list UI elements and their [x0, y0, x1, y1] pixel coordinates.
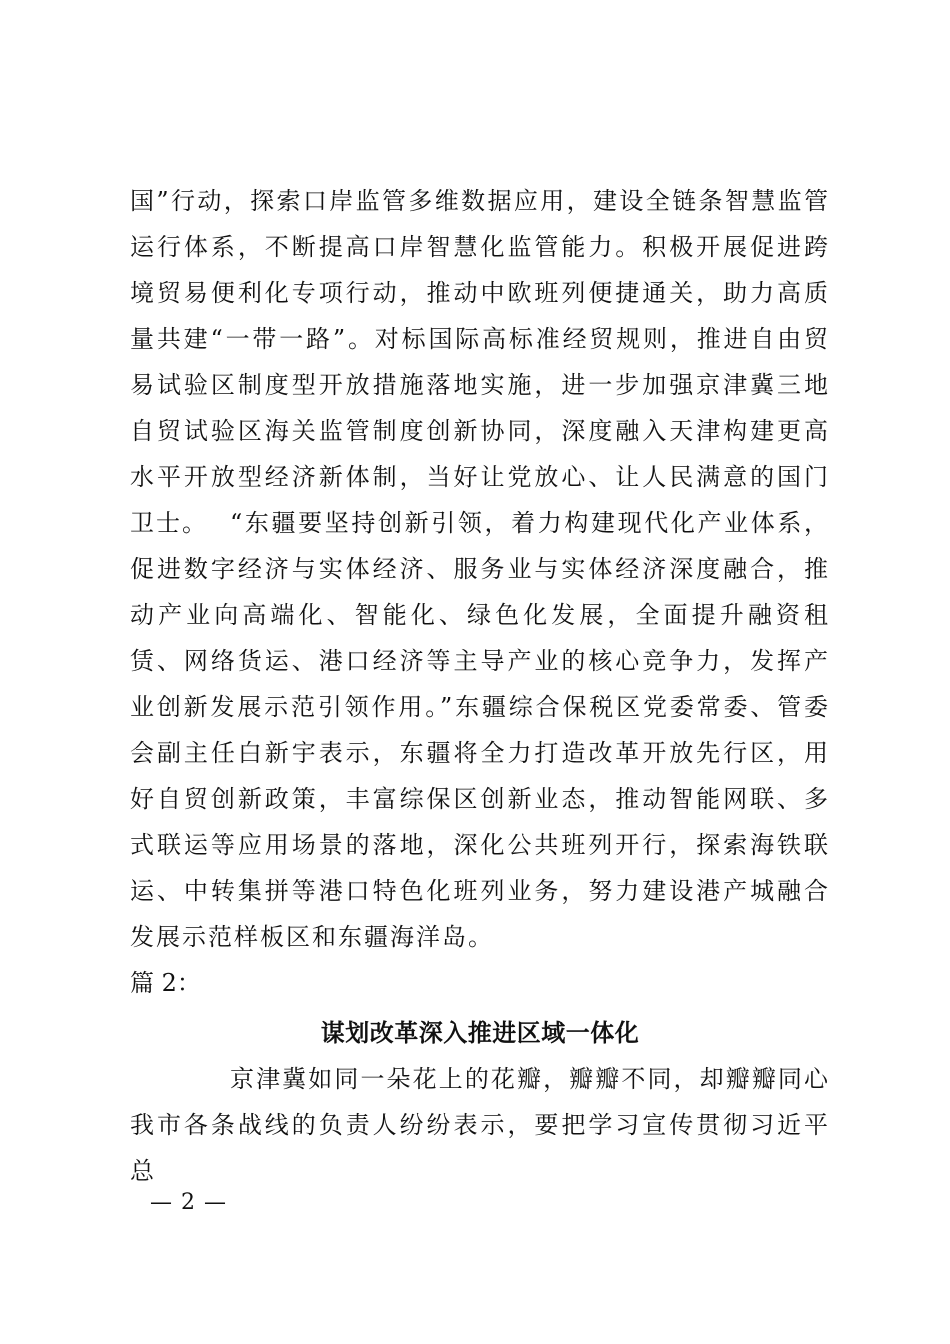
section-label: 篇 2： [130, 969, 201, 997]
page-number: — 2 — [150, 1190, 227, 1215]
section-title: 谋划改革深入推进区域一体化 [320, 1018, 640, 1047]
section-paragraph: 京津冀如同一朵花上的花瓣，瓣瓣不同，却瓣瓣同心我市各条战线的负责人纷纷表示，要把学习宣传贯彻习近平总 [130, 1065, 830, 1185]
body-paragraph-2: “东疆要坚持创新引领，着力构建现代化产业体系，促进数字经济与实体经济、服务业与实体经济深度融合，推动产业向高端化、智能化、绿色化发展，全面提升融资租赁、网络货运、港口经济等主导产业的核心竞争力，发挥产业创新发展示范引领作用。”东疆综合保税区党委常委、管委会副主任白新宇表示，东疆将全力打造改革开放先行区，用好自贸创新政策，丰富综保区创新业态，推动智能网联、多式联运等应用场景的落地，深化公共班列开行，探索海铁联运、中转集拼等港口特色化班列业务，努力建设港产城融合发展示范样板区和东疆海洋岛。 [130, 509, 830, 951]
body-paragraph-1: 国”行动，探索口岸监管多维数据应用，建设全链条智慧监管运行体系，不断提高口岸智慧化监管能力。积极开展促进跨境贸易便利化专项行动，推动中欧班列便捷通关，助力高质量共建“一带一路”。对标国际高标准经贸规则，推进自由贸易试验区制度型开放措施落地实施，进一步加强京津冀三地自贸试验区海关监管制度创新协同，深度融入天津构建更高水平开放型经济新体制，当好让党放心、让人民满意的国门卫士。 [130, 187, 830, 537]
